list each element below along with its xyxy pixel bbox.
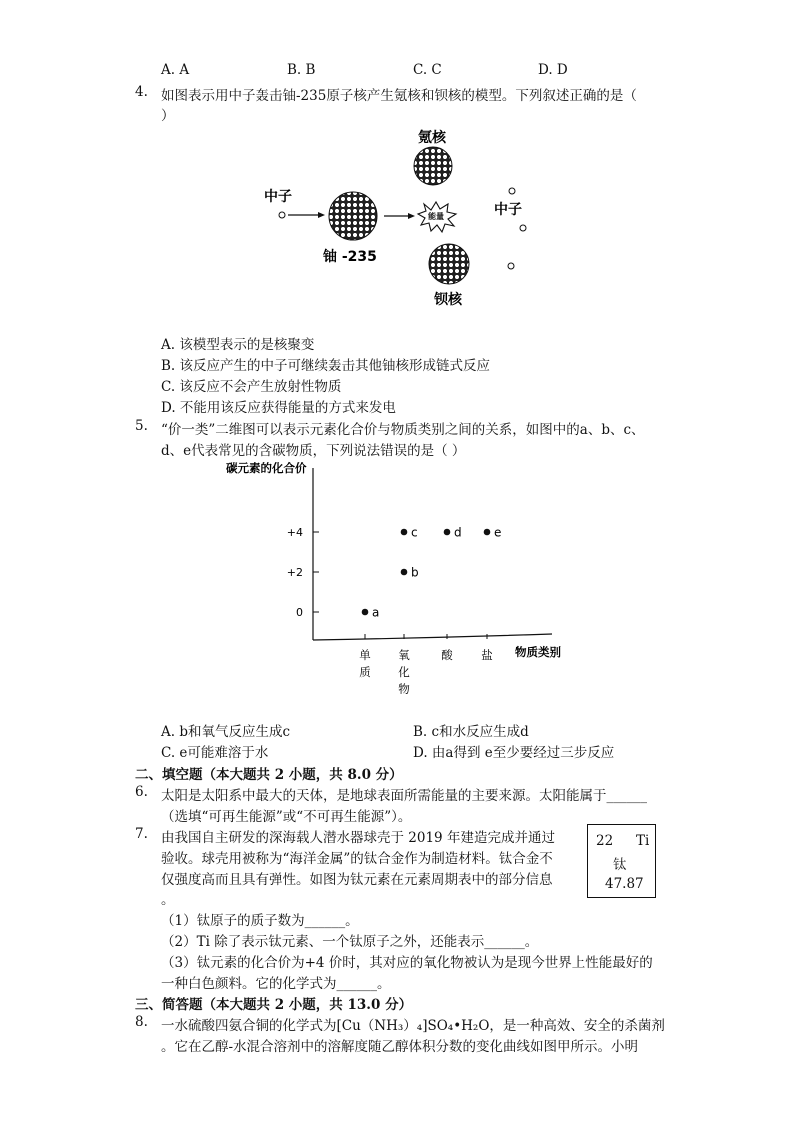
y-tick-label: 0 — [296, 606, 303, 619]
data-point-a — [362, 609, 369, 616]
barium-label: 钡核 — [434, 292, 462, 308]
x-tick-label: 化 — [398, 665, 410, 679]
x-tick-label: 质 — [359, 665, 371, 679]
data-label-c: c — [411, 525, 418, 540]
krypton-nucleus — [414, 147, 452, 185]
krypton-label: 氪核 — [418, 130, 446, 146]
x-axis-label: 物质类别 — [515, 645, 561, 659]
fission-figure — [250, 124, 550, 310]
data-label-b: b — [411, 565, 419, 580]
element-name: 钛 — [613, 857, 627, 873]
q8-line1: 一水硫酸四氨合铜的化学式为[Cu（NH₃）₄]SO₄•H₂O，是一种高效、安全的杀菌剂 — [161, 1018, 665, 1034]
q3-option-b: B. B — [287, 62, 316, 78]
section-3-title: 三、简答题（本大题共 2 小题，共 13.0 分） — [135, 997, 413, 1013]
arrow-head-1 — [318, 212, 325, 218]
q5-option-a: A. b和氧气反应生成c — [161, 724, 291, 740]
data-point-e — [484, 529, 491, 536]
y-tick-label: +4 — [286, 526, 303, 539]
q4-option-b: B. 该反应产生的中子可继续轰击其他铀核形成链式反应 — [161, 358, 491, 374]
q4-option-d: D. 不能用该反应获得能量的方式来发电 — [161, 400, 396, 416]
q7-sub3-line1: （3）钛元素的化合价为+4 价时，其对应的氧化物被认为是现今世界上性能最好的 — [161, 955, 653, 971]
q5-option-b: B. c和水反应生成d — [413, 724, 529, 740]
neutron-label-left: 中子 — [264, 189, 292, 205]
q3-option-c: C. C — [413, 62, 442, 78]
q6-line1: 太阳是太阳系中最大的天体，是地球表面所需能量的主要来源。太阳能属于______ — [161, 788, 647, 804]
x-tick-label: 单 — [359, 648, 371, 662]
incoming-neutron — [279, 212, 285, 218]
q4-option-c: C. 该反应不会产生放射性物质 — [161, 379, 342, 395]
y-axis-label: 碳元素的化合价 — [226, 461, 307, 475]
data-point-d — [444, 529, 451, 536]
q7-sub3-line2: 一种白色颜料。它的化学式为______。 — [161, 976, 391, 992]
q7-line2: 验收。球壳用被称为“海洋金属”的钛合金作为制造材料。钛合金不 — [161, 851, 553, 867]
uranium-nucleus — [329, 192, 377, 240]
q7-line3: 仅强度高而且具有弹性。如图为钛元素在元素周期表中的部分信息 — [161, 872, 553, 888]
q3-option-d: D. D — [538, 62, 568, 78]
y-tick-label: +2 — [286, 566, 303, 579]
section-2-title: 二、填空题（本大题共 2 小题，共 8.0 分） — [135, 767, 403, 783]
q7-sub1: （1）钛原子的质子数为______。 — [161, 913, 359, 929]
periodic-table-cell — [587, 824, 656, 898]
q5-option-c: C. e可能难溶于水 — [161, 745, 269, 761]
q5-stem-line1: “价一类”二维图可以表示元素化合价与物质类别之间的关系，如图中的a、b、c、 — [161, 422, 645, 438]
q6-line2: （选填“可再生能源”或“不可再生能源”）。 — [161, 809, 412, 825]
x-tick-label: 盐 — [481, 648, 493, 662]
q7-line1: 由我国自主研发的深海载人潜水器球壳于 2019 年建造完成并通过 — [161, 830, 555, 846]
q7-line4: 。 — [161, 892, 175, 908]
data-label-e: e — [494, 525, 502, 540]
q5-option-d: D. 由a得到 e至少要经过三步反应 — [413, 745, 615, 761]
q4-number: 4. — [135, 84, 148, 100]
q8-number: 8. — [135, 1014, 148, 1030]
data-label-d: d — [454, 525, 462, 540]
data-point-b — [401, 569, 408, 576]
q7-number: 7. — [135, 826, 148, 842]
q4-stem-line2: ） — [161, 108, 175, 124]
outgoing-neutron-3 — [508, 263, 514, 269]
x-axis — [313, 634, 552, 640]
x-tick-label: 氧 — [398, 648, 410, 662]
q4-stem-line1: 如图表示用中子轰击铀-235原子核产生氪核和钡核的模型。下列叙述正确的是（ — [161, 88, 637, 104]
arrow-head-2 — [408, 213, 415, 219]
uranium-label: 铀 -235 — [323, 249, 377, 265]
data-point-c — [401, 529, 408, 536]
q7-sub2: （2）Ti 除了表示钛元素、一个钛原子之外，还能表示______。 — [161, 934, 539, 950]
q5-number: 5. — [135, 418, 148, 434]
q5-stem-line2: d、e代表常见的含碳物质，下列说法错误的是（ ） — [161, 443, 466, 459]
q6-number: 6. — [135, 784, 148, 800]
data-label-a: a — [372, 605, 380, 620]
q3-option-a: A. A — [161, 62, 190, 78]
neutron-label-right: 中子 — [494, 202, 522, 218]
outgoing-neutron-1 — [509, 188, 515, 194]
element-symbol: Ti — [636, 833, 650, 849]
x-tick-label: 酸 — [441, 648, 453, 662]
x-tick-label: 物 — [398, 682, 410, 696]
valence-type-chart — [200, 458, 570, 700]
outgoing-neutron-2 — [520, 225, 526, 231]
atomic-number: 22 — [596, 833, 614, 849]
q8-line2: 。它在乙醇-水混合溶剂中的溶解度随乙醇体积分数的变化曲线如图甲所示。小明 — [161, 1039, 639, 1055]
q4-option-a: A. 该模型表示的是核聚变 — [161, 337, 315, 353]
barium-nucleus — [429, 244, 469, 284]
atomic-mass: 47.87 — [605, 876, 644, 892]
energy-label: 能量 — [428, 212, 444, 221]
